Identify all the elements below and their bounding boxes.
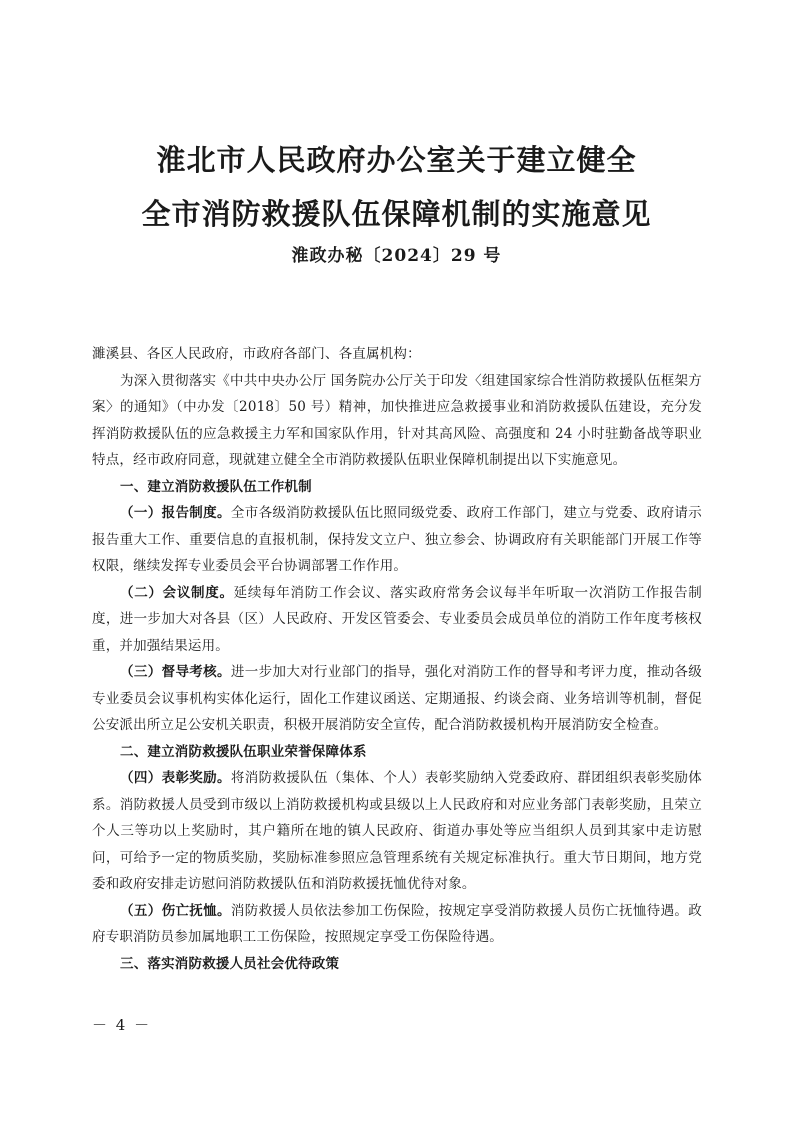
- document-body: [92, 341, 702, 977]
- item-label: （四）表彰奖励。: [120, 770, 231, 786]
- section-2-item-1: [92, 765, 702, 898]
- section-1-item-3: [92, 659, 702, 739]
- document-number: 淮政办秘〔2024〕29 号: [291, 246, 502, 266]
- item-text: 消防救援人员依法参加工伤保险，按规定享受消防救援人员伤亡抚恤待遇。政府专职消防员参加属地职工工伤保险，按照规定享受工伤保险待遇。: [92, 902, 702, 945]
- section-1-heading: 一、建立消防救援队伍工作机制: [120, 478, 312, 495]
- section-1-item-1: [92, 500, 702, 580]
- intro-paragraph: 为深入贯彻落实《中共中央办公厅 国务院办公厅关于印发〈组建国家综合性消防救援队伍框架方案〉的通知》（中办发〔2018〕50 号）精神，加快推进应急救援事业和消防救援队伍建设，充分发挥消防救援队伍的应急救援主力军和国家队作用，针对其高风险、高强度和 24 小时驻勤备战等职业特点，经市政府同意，现就建立健全全市消防救援队伍职业保障机制提出以下实施意见。: [92, 372, 702, 468]
- addressee: 濉溪县、各区人民政府，市政府各部门、各直属机构：: [92, 346, 421, 362]
- item-label: （二）会议制度。: [120, 584, 234, 601]
- section-2-heading: 二、建立消防救援队伍职业荣誉保障体系: [120, 743, 367, 760]
- document-title-line-1: 淮北市人民政府办公室关于建立健全: [156, 143, 637, 177]
- item-text: 将消防救援队伍（集体、个人）表彰奖励纳入党委政府、群团组织表彰奖励体系。消防救援人员受到市级以上消防救援机构或县级以上人民政府和对应业务部门表彰奖励，且荣立个人三等功以上奖励时，其户籍所在地的镇人民政府、街道办事处等应当组织人员到其家中走访慰问，可给予一定的物质奖励，奖励标准参照应急管理系统有关规定标准执行。重大节日期间，地方党委和政府安排走访慰问消防救援队伍和消防救援抚恤优待对象。: [92, 770, 702, 892]
- item-text: 延续每年消防工作会议、落实政府常务会议每半年听取一次消防工作报告制度，进一步加大对各县（区）人民政府、开发区管委会、专业委员会成员单位的消防工作年度考核权重，并加强结果运用。: [92, 584, 702, 654]
- item-text: 全市各级消防救援队伍比照同级党委、政府工作部门，建立与党委、政府请示报告重大工作、重要信息的直报机制，保持发文立户、独立参会、协调政府有关职能部门开展工作等权限，继续发挥专业委员会平台协调部署工作作用。: [92, 505, 702, 574]
- item-label: （五）伤亡抚恤。: [120, 902, 231, 919]
- section-2-item-2: [92, 898, 702, 951]
- document-title-line-2: 全市消防救援队伍保障机制的实施意见: [141, 197, 652, 231]
- item-label: （三）督导考核。: [120, 664, 231, 680]
- section-1-item-2: [92, 580, 702, 660]
- section-3-heading: 三、落实消防救援人员社会优待政策: [120, 955, 340, 972]
- item-label: （一）报告制度。: [120, 505, 231, 521]
- item-text: 进一步加大对行业部门的指导，强化对消防工作的督导和考评力度，推动各级专业委员会议事机构实体化运行，固化工作建议函送、定期通报、约谈会商、业务培训等机制，督促公安派出所立足公安机关职责，积极开展消防安全宣传，配合消防救援机构开展消防安全检查。: [92, 664, 702, 733]
- page-number: － 4 －: [92, 1016, 152, 1034]
